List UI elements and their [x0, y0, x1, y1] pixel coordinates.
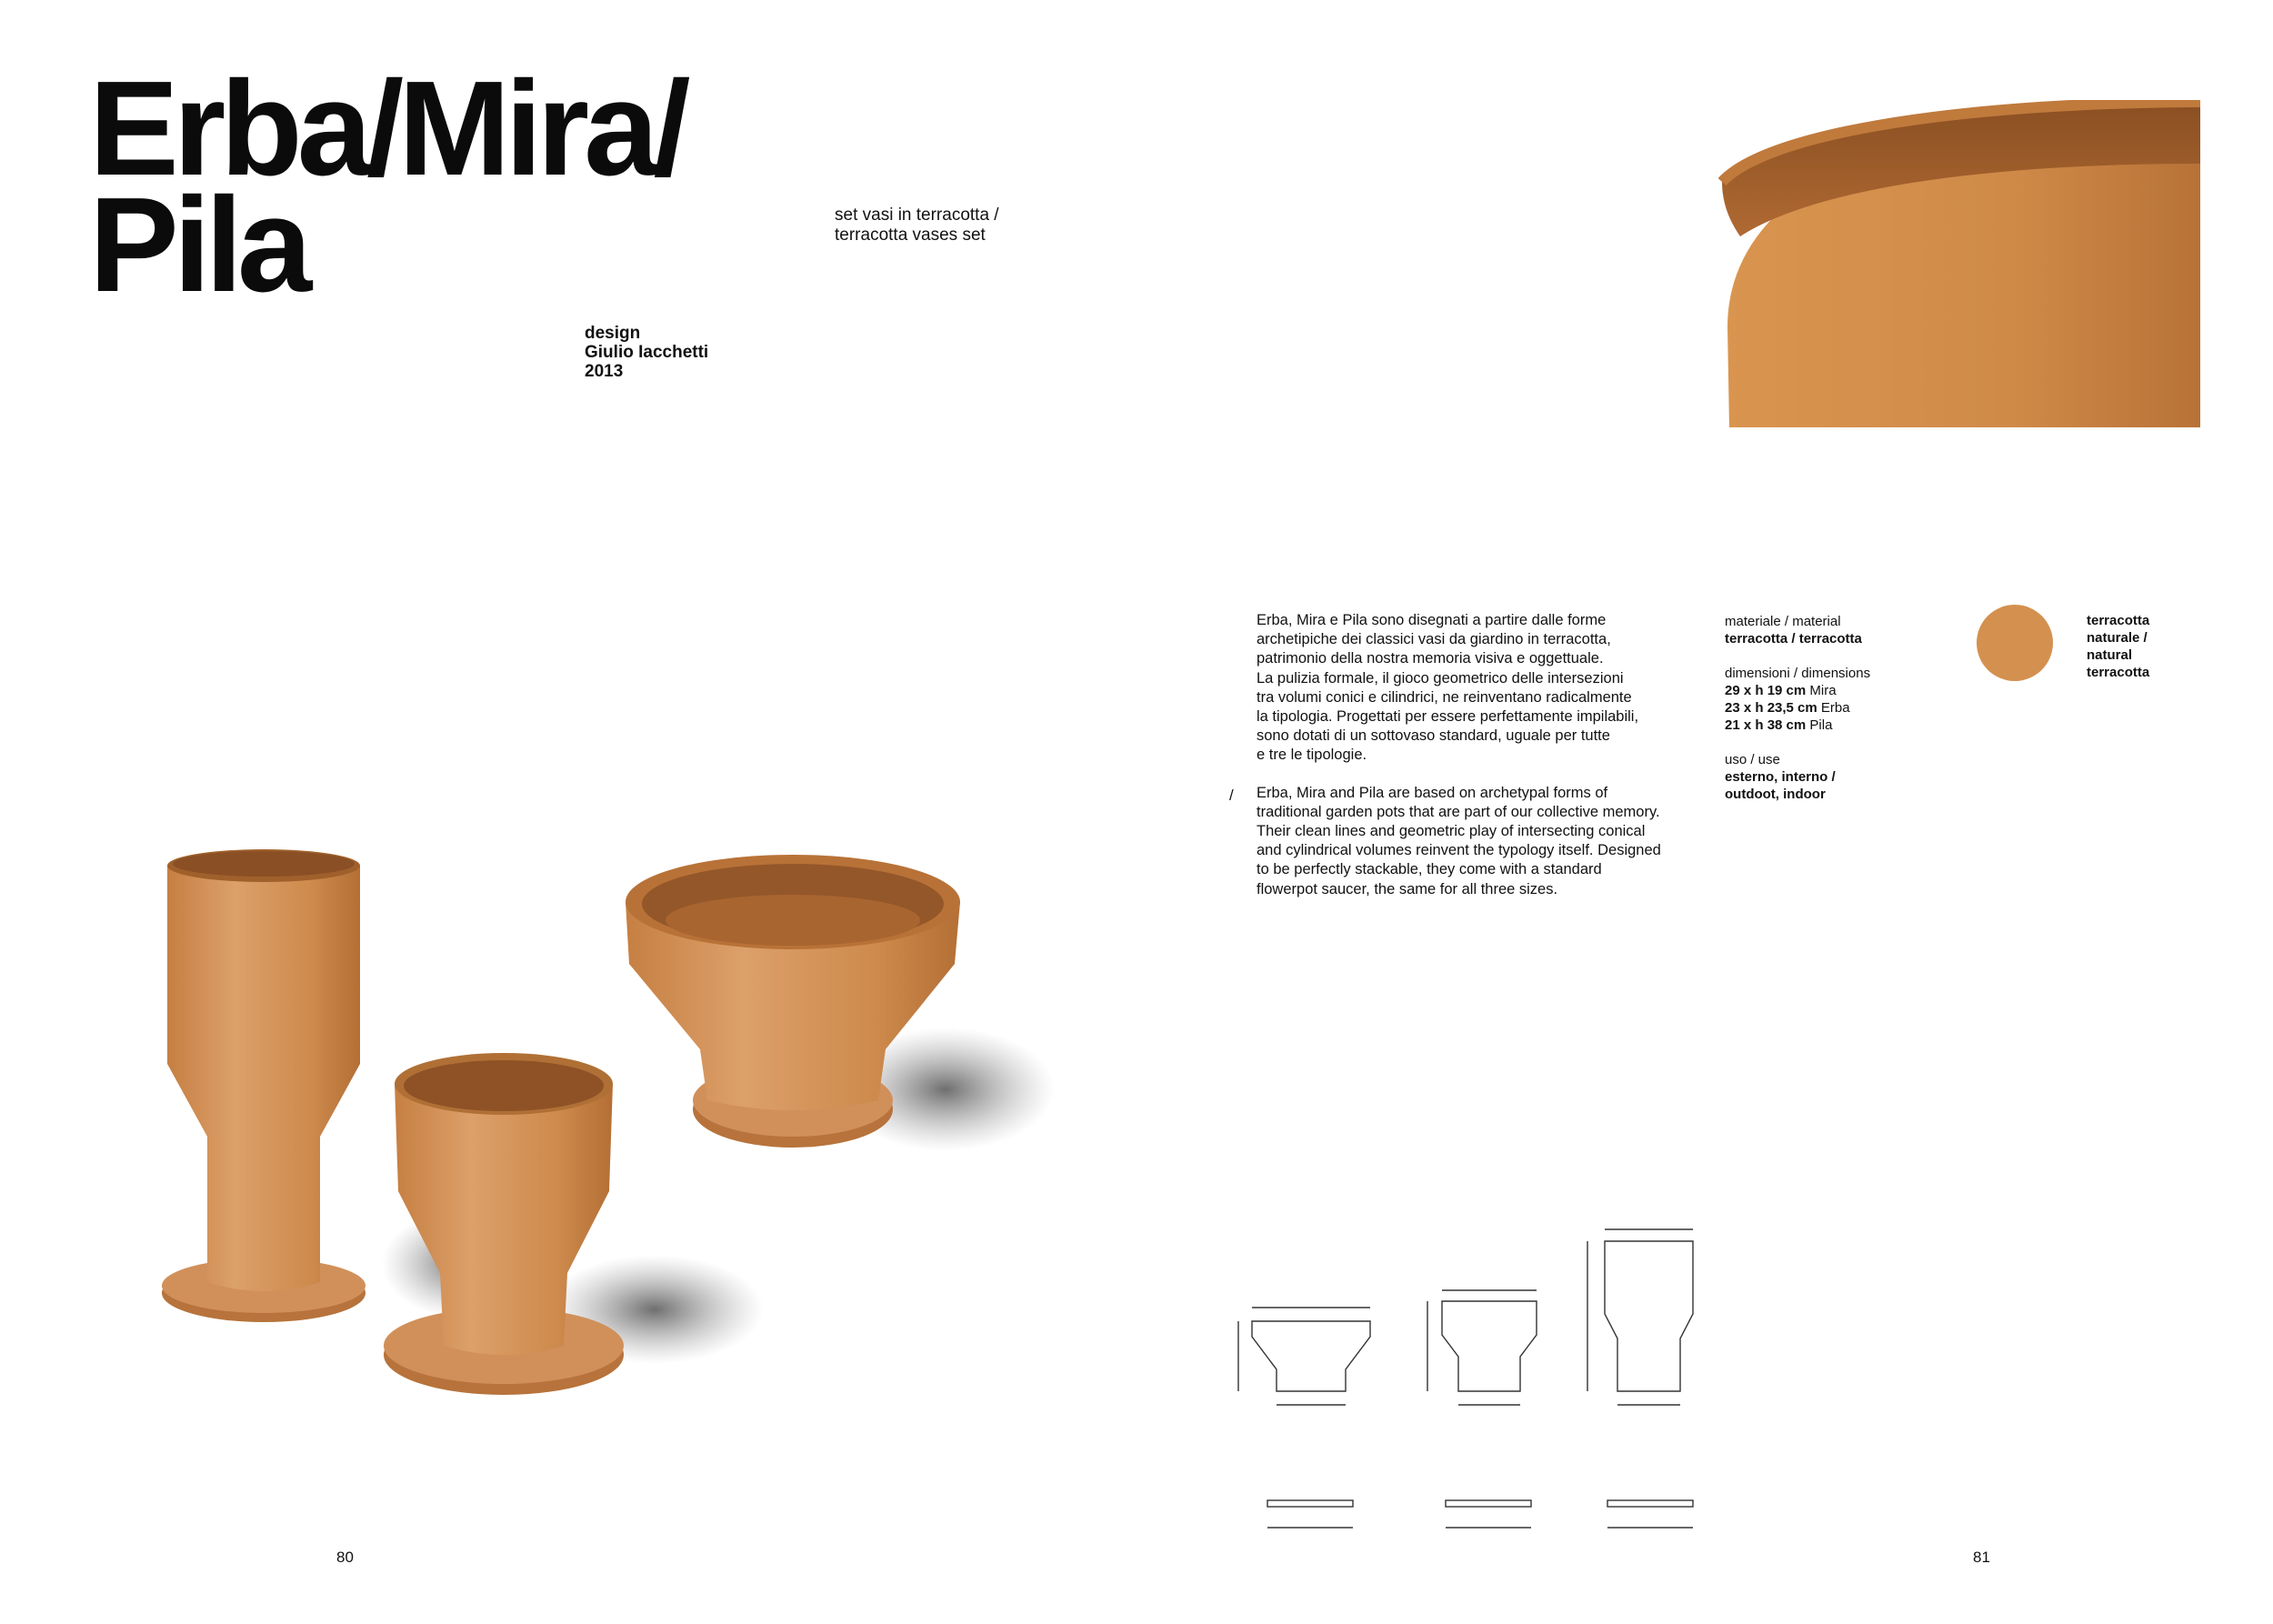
drawing-saucer-3	[1572, 1494, 1693, 1545]
description-en-line: Erba, Mira and Pila are based on archetypal forms of	[1257, 784, 1608, 801]
description-it-line: sono dotati di un sottovaso standard, uguale per tutte	[1257, 727, 1610, 745]
description-en	[1257, 784, 1684, 899]
description-en-line: and cylindrical volumes reinvent the typology itself. Designed	[1257, 842, 1661, 859]
drawing-erba	[1411, 1271, 1537, 1423]
designer-credit	[585, 324, 708, 381]
technical-drawings	[1218, 1200, 1727, 1555]
color-swatch	[1977, 605, 2053, 681]
use-value: esterno, interno /	[1725, 769, 1836, 785]
dimension-name: Pila	[1809, 717, 1833, 733]
dimension-name: Erba	[1820, 700, 1850, 716]
dim-pila-height: 38	[1571, 1308, 1587, 1325]
dim-erba-base: 14	[1481, 1408, 1497, 1423]
dimensions-label: dimensioni / dimensions	[1725, 666, 1871, 681]
dim-saucer-height: 1,6	[1411, 1493, 1427, 1515]
dim-mira-height: 19	[1222, 1338, 1237, 1355]
swatch-label-line: terracotta	[2087, 613, 2150, 628]
dim-mira-width: 29	[1303, 1288, 1319, 1304]
swatch-label-line: natural	[2087, 647, 2133, 663]
dim-pila-width: 21	[1641, 1210, 1657, 1226]
title-line-2: Pila	[89, 170, 307, 320]
description-it-line: archetipiche dei classici vasi da giardino in terracotta,	[1257, 631, 1611, 648]
swatch-label	[2087, 612, 2187, 681]
drawing-pila	[1571, 1210, 1693, 1423]
drawing-saucer-1	[1234, 1494, 1353, 1545]
use-label: uso / use	[1725, 752, 1780, 767]
specs	[1725, 613, 1934, 820]
product-photo	[136, 837, 1091, 1400]
description-it	[1257, 611, 1684, 766]
language-separator-slash: /	[1229, 787, 1234, 804]
description-it-line: Erba, Mira e Pila sono disegnati a partire dalle forme	[1257, 612, 1607, 628]
dim-saucer-height: 1,6	[1572, 1493, 1587, 1515]
description-en-line: traditional garden pots that are part of our collective memory.	[1257, 803, 1660, 820]
dimension-size: 29 x h 19 cm	[1725, 683, 1807, 698]
description-en-line: flowerpot saucer, the same for all three sizes.	[1257, 880, 1558, 897]
use-value: outdoot, indoor	[1725, 787, 1826, 802]
description-en-line: to be perfectly stackable, they come with a standard	[1257, 861, 1602, 878]
page-title	[89, 54, 686, 320]
dim-saucer-width: 21	[1302, 1529, 1318, 1545]
material-label: materiale / material	[1725, 614, 1841, 629]
description-en-line: Their clean lines and geometric play of intersecting conical	[1257, 823, 1646, 840]
designer-label: design	[585, 324, 641, 343]
dimension-row	[1725, 682, 1934, 699]
description	[1257, 611, 1684, 899]
swatch-label-line: naturale /	[2087, 630, 2148, 646]
dimension-row	[1725, 717, 1934, 734]
dim-erba-height: 23,5	[1411, 1331, 1427, 1360]
dim-saucer-width: 21	[1480, 1529, 1497, 1545]
swatch-label-line: terracotta	[2087, 665, 2150, 680]
dim-mira-base: 14	[1303, 1408, 1319, 1423]
spec-use	[1725, 751, 1934, 803]
description-it-line: e tre le tipologie.	[1257, 747, 1367, 764]
dim-erba-width: 23	[1481, 1271, 1497, 1287]
pot-rim-closeup-photo	[1709, 100, 2200, 436]
description-it-line: La pulizia formale, il gioco geometrico delle intersezioni	[1257, 669, 1624, 687]
spec-material	[1725, 613, 1934, 647]
title-line-1: Erba/Mira/	[89, 54, 686, 204]
dim-saucer-width: 21	[1642, 1529, 1658, 1545]
description-it-line: tra volumi conici e cilindrici, ne reinventano radicalmente	[1257, 688, 1632, 706]
description-it-line: la tipologia. Progettati per essere perfettamente impilabili,	[1257, 708, 1639, 726]
designer-name: Giulio Iacchetti	[585, 343, 709, 362]
page-number-left: 80	[336, 1549, 354, 1566]
page-number-right: 81	[1973, 1549, 1990, 1566]
subtitle-en: terracotta vases set	[835, 226, 986, 245]
dimension-name: Mira	[1809, 683, 1837, 698]
designer-year: 2013	[585, 362, 624, 381]
pot-erba	[384, 1053, 624, 1395]
description-it-line: patrimonio della nostra memoria visiva e oggettuale.	[1257, 650, 1604, 667]
subtitle	[835, 206, 999, 246]
pot-pila	[162, 849, 365, 1322]
dimension-size: 21 x h 38 cm	[1725, 717, 1807, 733]
dim-saucer-height: 1,6	[1234, 1493, 1249, 1515]
material-value: terracotta / terracotta	[1725, 631, 1862, 647]
drawing-mira	[1222, 1288, 1370, 1423]
drawing-saucer-2	[1411, 1494, 1531, 1545]
spec-dimensions	[1725, 665, 1934, 734]
dimension-size: 23 x h 23,5 cm	[1725, 700, 1817, 716]
subtitle-it: set vasi in terracotta /	[835, 206, 999, 225]
dim-pila-base: 14	[1641, 1408, 1657, 1423]
dimension-row	[1725, 699, 1934, 717]
